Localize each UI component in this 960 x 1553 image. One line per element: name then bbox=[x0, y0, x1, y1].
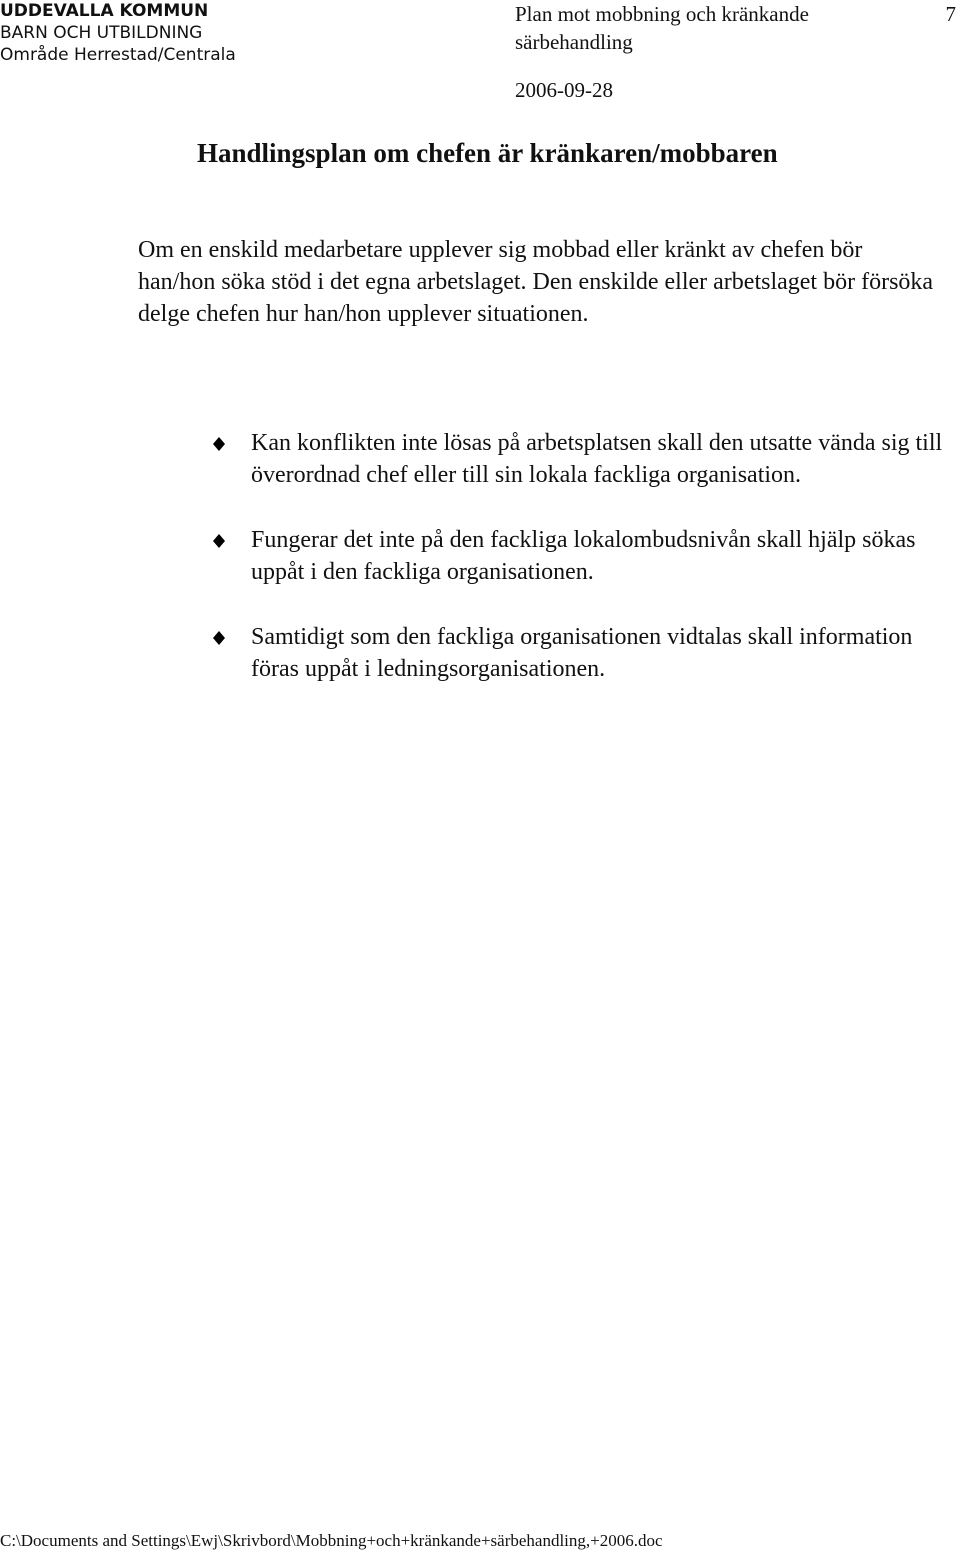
list-item bbox=[213, 621, 958, 685]
department-name: BARN OCH UTBILDNING bbox=[0, 23, 203, 43]
organization-name: UDDEVALLA KOMMUN bbox=[0, 1, 209, 21]
diamond-bullet-icon bbox=[213, 437, 225, 451]
diamond-bullet-icon bbox=[213, 534, 225, 548]
header-organization bbox=[0, 0, 236, 66]
header-document-info bbox=[515, 0, 809, 104]
list-item bbox=[213, 524, 958, 588]
intro-paragraph: Om en enskild medarbetare upplever sig mobbad eller kränkt av chefen bör han/hon söka stöd i det egna arbetslaget. Den enskilde eller arbetslaget bör försöka delge chefen hur han/hon upplever situationen. bbox=[138, 237, 934, 327]
list-item-text: Samtidigt som den fackliga organisationen vidtalas skall information föras uppåt i ledningsorganisationen. bbox=[251, 624, 913, 682]
list-item-text: Fungerar det inte på den fackliga lokalombudsnivån skall hjälp sökas uppåt i den fackliga organisationen. bbox=[251, 527, 916, 585]
diamond-bullet-icon bbox=[213, 631, 225, 645]
footer-file-path: C:\Documents and Settings\Ewj\Skrivbord\Mobbning+och+kränkande+särbehandling,+2006.doc bbox=[0, 1531, 663, 1550]
page-title: Handlingsplan om chefen är kränkaren/mobbaren bbox=[197, 138, 778, 168]
list-item-text: Kan konflikten inte lösas på arbetsplatsen skall den utsatte vända sig till överordnad chef eller till sin lokala fackliga organisation. bbox=[251, 430, 943, 488]
page-number: 7 bbox=[945, 2, 956, 26]
document-date: 2006-09-28 bbox=[515, 78, 613, 102]
document-title-line2: särbehandling bbox=[515, 30, 633, 54]
document-title-line1: Plan mot mobbning och kränkande bbox=[515, 2, 809, 26]
action-list bbox=[213, 427, 958, 718]
list-item bbox=[213, 427, 958, 491]
area-name: Område Herrestad/Centrala bbox=[0, 45, 236, 65]
